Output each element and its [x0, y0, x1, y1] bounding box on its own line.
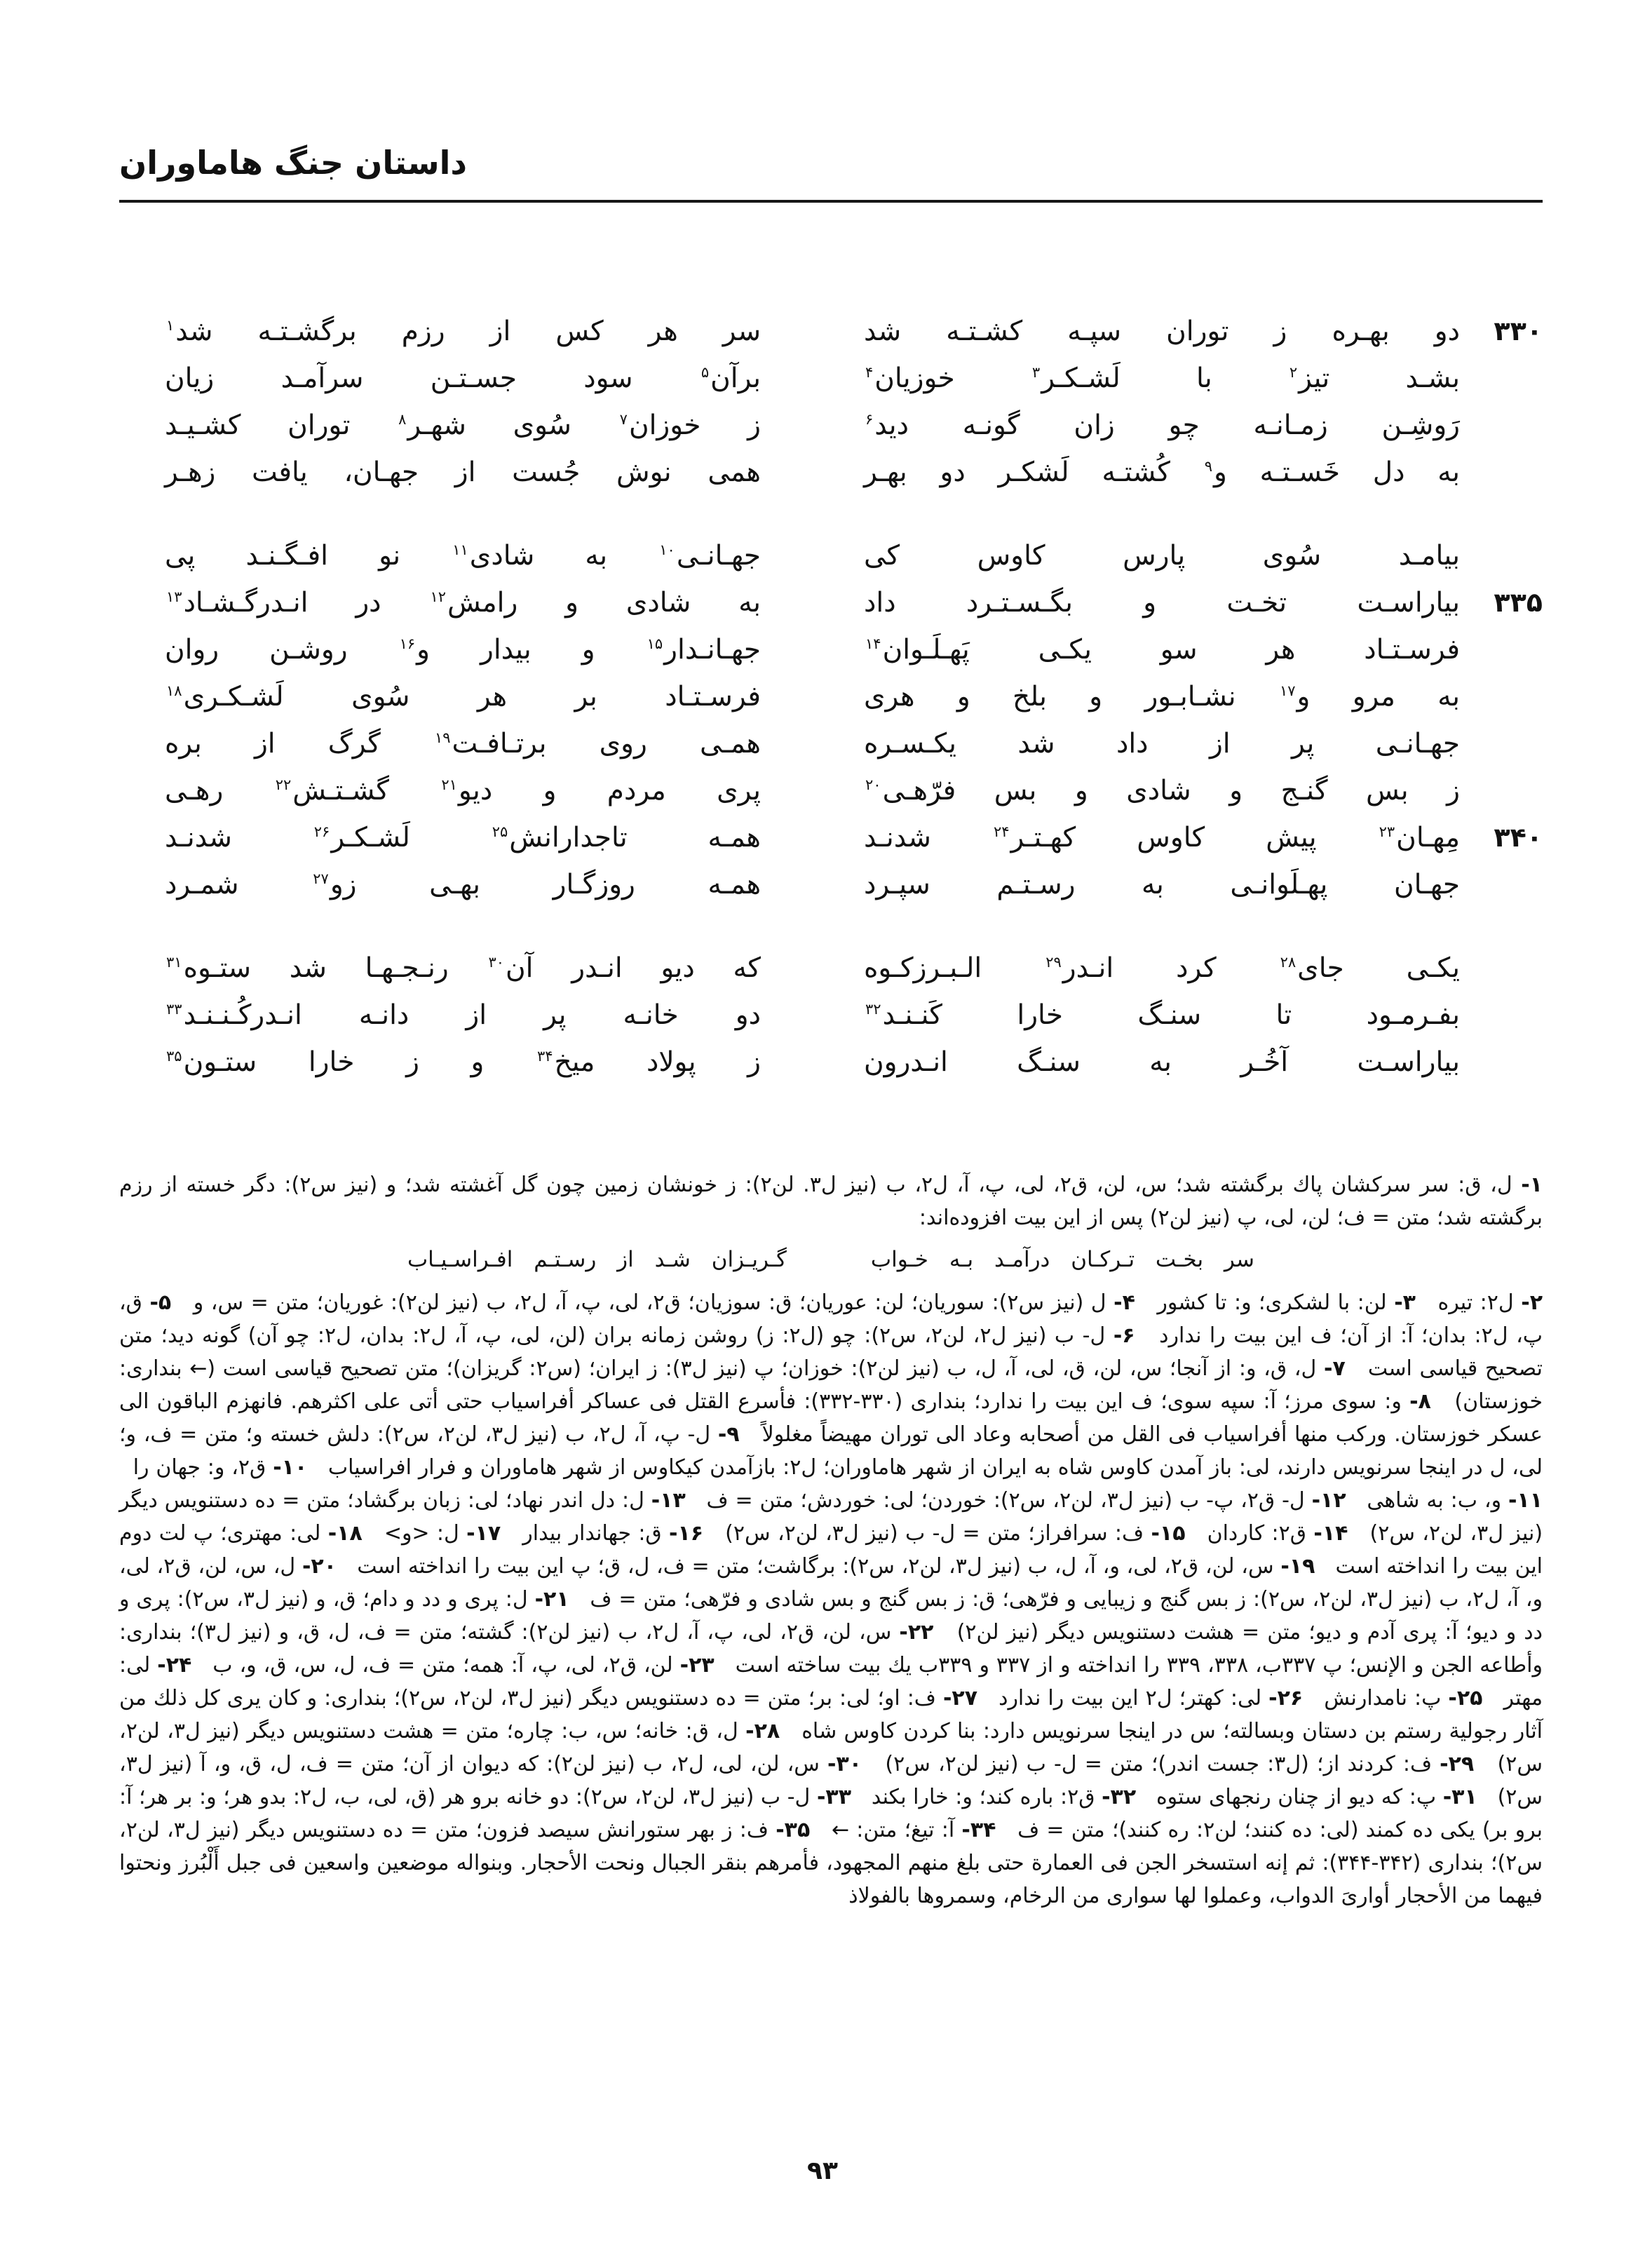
footnote: ۱۵- ف: سرافراز؛ متن = ل- ب (نیز ل۳، لن۲، س۲) — [725, 1521, 1186, 1546]
footnote-number: ۱۶- — [669, 1521, 704, 1546]
apparatus-note-1 — [119, 1168, 1543, 1234]
couplet — [119, 720, 1543, 767]
couplet — [119, 308, 1543, 355]
couplet — [119, 626, 1543, 673]
footnote: ۳- لن: با لشکری؛ و: تا کشور — [1157, 1290, 1416, 1315]
hemistich-right: بیاراسـت آخُـر به سنـگ انـدرون — [864, 1046, 1460, 1078]
footnote-ref: ۱۸ — [166, 682, 182, 699]
footnote-number: ۱- — [1521, 1173, 1543, 1197]
hemistich-left: همـی روی برتـافـت$^{۱۹}$ گرگ از بره — [165, 728, 761, 760]
hemistich-right: رَوشِـن زمـانـه چو زان گونـه دید$^۶$ — [865, 410, 1460, 441]
footnote-ref: ۲۶ — [313, 823, 330, 840]
footnote-ref: ۳۰ — [488, 954, 504, 971]
hemistich-left: همـه روزگـار بهـی زو$^{۲۷}$ شمـرد — [165, 869, 761, 900]
couplet — [119, 673, 1543, 720]
footnote: ۲۷- ف: او؛ لی: بر؛ متن = ده دستنویس دیگر (نیز ل۳، لن۲، س۲)؛ بنداری: و کان یری کل ذلك من آثار رجولیة رستم بن دستان وبسالته؛ س در اینجا سرنویس دارد: بنا کردن کاوس شاه — [119, 1686, 1543, 1743]
hemistich-right: به دل خَسـتـه و$^۹$ کُشتـه لَشکـر دو بهـر — [864, 457, 1461, 488]
footnote: ۲۴- لی: مهتر — [119, 1653, 1543, 1710]
footnote: ۲۳- لن، ق۲، لی، پ، آ: همه؛ متن = ف، ل، س، ق، و، ب — [212, 1653, 715, 1678]
hemistich-left: به شادی و رامش$^{۱۲}$ در انـدرگـشـاد$^{۱۳}$ — [166, 587, 761, 619]
footnote-ref: ۱۲ — [430, 588, 446, 605]
footnote: ۴- ل (نیز س۲): سوریان؛ لن: عوریان؛ ق: سوزیان؛ ق۲، لی، پ، آ، ل۲، ب (نیز لن۲): غوریان؛ متن = س، و — [193, 1290, 1135, 1315]
footnote-ref: ۲ — [1289, 364, 1298, 381]
verse-number: ۳۳۵ — [1494, 587, 1543, 618]
hemistich-left: که دیو انـدر آن$^{۳۰}$ رنـجـهـا شد ستـوه$^{۳۱}$ — [166, 952, 761, 984]
footnote-number: ۱۴- — [1313, 1521, 1348, 1546]
footnote-number: ۲۲- — [899, 1620, 934, 1645]
inserted-verse-right: سر بخـت تـرکـان درآمـد بـه خـواب — [870, 1247, 1255, 1272]
hemistich-left: برآن$^۵$ سود جسـتـن سرآمـد زیان — [165, 363, 761, 394]
footnote-ref: ۱۷ — [1279, 682, 1296, 699]
footnote-ref: ۲۵ — [492, 823, 508, 840]
footnote: ۲- ل۲: تیره — [1437, 1290, 1543, 1315]
footnote-ref: ۱۶ — [399, 635, 416, 652]
hemistich-right: بیاراسـت تخـت و بگـسـتـرد داد — [864, 587, 1460, 619]
footnote-number: ۱۹- — [1280, 1554, 1315, 1579]
footnote: ۲۰- ل، س، لن، ق۲، لی، و، آ، ل۲، ب (نیز ل۳، لن۲، س۲): ز بس گنج و زیبایی و فرّهی؛ ق: ز بس گنج و بس شادی و فرّهی؛ متن = ف — [119, 1554, 1543, 1612]
hemistich-left: ز خوزان$^۷$ سُوی شهـر$^۸$ توران کشـیـد — [165, 410, 761, 441]
footnote: ۱۸- لی: مهتری؛ پ لت دوم این بیت را انداخته است — [119, 1521, 1543, 1579]
footnote-ref: ۴ — [865, 364, 874, 381]
couplet — [119, 767, 1543, 814]
footnote-ref: ۳۴ — [536, 1048, 553, 1065]
hemistich-right: مِهـان$^{۲۳}$ پیش کاوس کهـتـر$^{۲۴}$ شدنـد — [864, 822, 1460, 853]
footnote-ref: ۱۴ — [865, 635, 881, 652]
footnote: ۳۴- آ: تیغ؛ متن: ← — [831, 1818, 996, 1842]
footnote: ۲۹- ف: کردند از؛ (ل۳: جست اندر)؛ متن = ل- ب (نیز لن۲، س۲) — [885, 1752, 1475, 1776]
apparatus — [119, 1168, 1543, 1912]
hemistich-left: همی نوش جُست از جهـان، یافت زهـر — [165, 457, 761, 488]
hemistich-left: جهـانـی$^{۱۰}$ به شادی$^{۱۱}$ نو افـگـنـد پی — [165, 540, 761, 572]
footnote-number: ۲۷- — [942, 1686, 978, 1710]
footnote: ۱۳- ل: دل اندر نهاد؛ لی: زبان برگشاد؛ متن = ده دستنویس دیگر (نیز ل۳، لن۲، س۲) — [119, 1488, 1543, 1546]
footnote-ref: ۲۳ — [1379, 823, 1395, 840]
footnote: ۹- ل- پ، آ، ل۲، ب (نیز ل۳، لن۲، س۲): دلش خسته و؛ متن = ف، و؛ لی، ل در اینجا سرنویس دارند، لی: باز آمدن کاوس شاه به ایران از شهر هاماوران؛ ل۲: بازآمدن کیکاوس از شهر هاماوران و فرار افراسیاب — [119, 1422, 1543, 1480]
hemistich-right: بفـرمـود تا سنـگ خارا کَنـنـد$^{۳۲}$ — [865, 999, 1460, 1031]
footnote-number: ۲- — [1521, 1290, 1543, 1315]
page-title: داستان جنگ هاماوران — [119, 144, 468, 182]
footnote-number: ۵- — [149, 1290, 172, 1315]
poem — [119, 308, 1543, 1086]
footnote-number: ۳- — [1394, 1290, 1416, 1315]
footnote-number: ۴- — [1113, 1290, 1135, 1315]
footnote-number: ۳۲- — [1102, 1785, 1137, 1809]
footnote-ref: ۳۳ — [166, 1001, 182, 1018]
footnote-number: ۲۱- — [534, 1587, 569, 1612]
footnote: ۳۰- س، لن، لی، ل۲، ب (نیز لن۲): که دیوان از آن؛ متن = ف، ل، ق، و، آ (نیز ل۳، س۲) — [119, 1752, 1543, 1809]
footnote-ref: ۲۹ — [1045, 954, 1062, 971]
footnote-ref: ۲۸ — [1280, 954, 1297, 971]
footnote-number: ۳۰- — [827, 1752, 862, 1776]
hemistich-left: دو خانـه پر از دانـه انـدرکُـنـنـد$^{۳۳}$ — [166, 999, 761, 1031]
footnote-text: ل، ق: سر سرکشان پاك برگشته شد؛ س، لن، ق۲، لی، پ، آ، ل۲، ب (نیز ل۳. لن۲): ز خونشان زمین چون گل آغشته شد؛ و (نیز س۲): دگر خسته از رزم برگشته شد؛ متن = ف؛ لن، لی، پ (نیز لن۲) پس از این بیت افزوده‌اند: — [119, 1173, 1543, 1230]
inserted-verse — [119, 1241, 1543, 1278]
footnote: ۱۲- ل- ق۲، پ- ب (نیز ل۳، لن۲، س۲): خوردن؛ لی: خوردش؛ متن = ف — [706, 1488, 1346, 1513]
footnote-ref: ۳۵ — [166, 1048, 182, 1065]
footnote-number: ۳۴- — [961, 1818, 996, 1842]
couplet — [119, 355, 1543, 402]
hemistich-right: بشـد تیز$^۲$ با لَشـکـر$^۳$ خوزیان$^۴$ — [865, 363, 1460, 394]
footnote-ref: ۲۰ — [865, 776, 881, 793]
footnote-number: ۱۵- — [1151, 1521, 1186, 1546]
footnote-ref: ۷ — [619, 411, 628, 428]
footnote: ۱۴- ق۲: کاردان — [1207, 1521, 1348, 1546]
footnote-number: ۱۸- — [327, 1521, 363, 1546]
footnote-ref: ۳۱ — [166, 954, 182, 971]
stanza-group — [119, 532, 1543, 908]
footnote-number: ۸- — [1409, 1389, 1431, 1414]
hemistich-right: دو بهـره ز توران سپـه کشـتـه شد — [864, 316, 1460, 347]
footnote: ۲۱- ل: پری و دد و دام؛ ق، و (نیز ل۳، س۲): پری و دد و دیو؛ آ: پری آدم و دیو؛ متن = هشت دستنویس دیگر (نیز لن۲) — [119, 1587, 1543, 1645]
couplet — [119, 1039, 1543, 1086]
footnote-number: ۲۴- — [157, 1653, 192, 1678]
footnote-number: ۲۰- — [302, 1554, 337, 1579]
footnote: ۱۹- س، لن، ق۲، لی، و، آ، ل، ب (نیز ل۳، لن۲، س۲): برگاشت؛ متن = ف، ل، ق؛ پ این بیت را انداخته است — [357, 1554, 1315, 1579]
footnote-ref: ۱ — [166, 317, 175, 334]
couplet — [119, 449, 1543, 496]
footnote-ref: ۱۹ — [434, 729, 451, 746]
footnote: ۶- ل- ب (نیز ل۲، لن۲، س۲): چو (ل۲: ز) روشن زمانه بران (لن، لی، پ، آ، ل۲: بدان، ل۲: چو آن) گونه دید؛ متن تصحیح قیاسی است — [119, 1323, 1543, 1381]
footnote-number: ۱۲- — [1311, 1488, 1346, 1513]
hemistich-right: یکـی جای$^{۲۸}$ کرد انـدر$^{۲۹}$ الـبـرزکـوه — [864, 952, 1460, 984]
hemistich-left: همـه تاجدارانش$^{۲۵}$ لَشـکـر$^{۲۶}$ شدنـد — [165, 822, 761, 853]
footnote: ۱۷- ل: <و> — [384, 1521, 501, 1546]
footnote-ref: ۳۲ — [865, 1001, 881, 1018]
footnote-ref: ۱۵ — [647, 635, 663, 652]
footnote-ref: ۵ — [700, 364, 710, 381]
hemistich-left: سر هر کس از رزم برگشـتـه شد$^۱$ — [166, 316, 761, 347]
footnote: ۳۵- ف: ز بهر ستورانش سیصد فزون؛ متن = ده دستنویس دیگر (نیز ل۳، لن۲، س۲)؛ بنداری (۳۴۲-۳۴۴): ثم إنه استسخر الجن فی العمارة حتی بلغ منهم المجهود، فأمرهم بنقر الجبال ونحت الأحجار. وبنواله موضعین واسعین فی جبل أَلْبُرز ونحتوا فیهما من الأحجار أواریَ الدواب، وعملوا لها سواری من الرخام، وسمروها بالفولاذ — [119, 1818, 1543, 1908]
footnote: ۲۲- س، لن، ق۲، لی، پ، آ، ل۲، ب (نیز لن۲): گشته؛ متن = ف، ل، ق، و (نیز ل۳)؛ بنداری: وأطاعه الجن و الإنس؛ پ ۳۳۷ب، ۳۳۸، ۳۳۹ را انداخته و از ۳۳۷ و ۳۳۹ب یك بیت ساخته است — [119, 1620, 1543, 1678]
verse-number: ۳۴۰ — [1494, 822, 1543, 853]
footnote-number: ۱۳- — [651, 1488, 686, 1513]
hemistich-right: بیامـد سُوی پارس کاوس کی — [864, 540, 1460, 572]
footnote-ref: ۲۲ — [275, 776, 292, 793]
page-number: ۹۳ — [807, 2156, 838, 2185]
footnote: ۳۱- پ: که دیو از چنان رنجهای ستوه — [1156, 1785, 1477, 1809]
couplet — [119, 861, 1543, 908]
footnote-number: ۲۵- — [1448, 1686, 1483, 1710]
stanza-group — [119, 308, 1543, 496]
hemistich-right: ز بس گنـج و شادی و بس فرّهـی$^{۲۰}$ — [865, 775, 1460, 806]
footnote-ref: ۶ — [865, 411, 874, 428]
footnote-number: ۳۱- — [1442, 1785, 1477, 1809]
hemistich-left: ز پولاد میخ$^{۳۴}$ و ز خارا ستـون$^{۳۵}$ — [166, 1046, 761, 1078]
footnote-ref: ۱۱ — [452, 541, 468, 558]
couplet — [119, 945, 1543, 992]
stanza-group — [119, 945, 1543, 1086]
footnote-number: ۱۷- — [466, 1521, 501, 1546]
footnote-number: ۲۹- — [1440, 1752, 1475, 1776]
verse-number: ۳۳۰ — [1494, 316, 1543, 346]
footnote-ref: ۸ — [398, 411, 407, 428]
page-header — [119, 144, 1543, 203]
footnote-number: ۱۰- — [273, 1455, 308, 1480]
couplet — [119, 814, 1543, 861]
hemistich-right: جهـان پهـلَوانـی به رسـتـم سپـرد — [864, 869, 1460, 900]
footnote: ۱۶- ق: جهاندار بیدار — [522, 1521, 704, 1546]
hemistich-right: به مرو و$^{۱۷}$ نشـابـور و بلخ و هری — [864, 681, 1461, 713]
footnote: ۸- و: سوی مرز؛ آ: سپه سوی؛ ف این بیت را ندارد؛ بنداری (۳۳۰-۳۳۲): فأسرع القتل فی عساکر أفراسیاب حتی أتی علی اکثرهم. فانهزم الباقون الی عسکر خوزستان. ورکب منها أفراسیاب فی القل من أصحابه وعاد الی توران مهیضاً مغلولاً — [119, 1389, 1543, 1447]
footnote-ref: ۲۴ — [993, 823, 1010, 840]
footnote: ۲۸- ل، ق: خانه؛ س، ب: چاره؛ متن = هشت دستنویس دیگر (نیز ل۳، لن۲، س۲) — [119, 1719, 1543, 1776]
footnote: ۵- ق، پ، ل۲: بدان؛ آ: از آن؛ ف این بیت را ندارد — [119, 1290, 1543, 1348]
footnote: ۱۱- و، ب: به شاهی — [1367, 1488, 1543, 1513]
hemistich-right: فرسـتـاد هر سو یکـی پَهـلَـوان$^{۱۴}$ — [865, 634, 1460, 666]
footnote-number: ۷- — [1323, 1356, 1346, 1381]
footnote-ref: ۱۰ — [659, 541, 675, 558]
footnote-ref: ۲۷ — [313, 870, 329, 887]
footnote-ref: ۹ — [1204, 458, 1212, 475]
footnote-number: ۲۶- — [1268, 1686, 1304, 1710]
footnote: ۲۶- لی: کهتر؛ ل۲ این بیت را ندارد — [998, 1686, 1304, 1710]
couplet — [119, 579, 1543, 626]
footnote: ۷- ل، ق، و: از آنجا؛ س، لن، ق، لی، آ، ل، ب (نیز لن۲): خوزان؛ پ (نیز ل۳): ز ایران؛ (س۲: گریزان)؛ متن تصحیح قیاسی است (← بنداری: خوزستان) — [119, 1356, 1543, 1414]
footnote: ۳۳- ل- ب (نیز ل۳، لن۲، س۲): دو خانه برو هر (ق، لی، ب، ل۲: بدو هر؛ و: بر هر؛ آ: برو بر) یکی ده کمند (لی: ده کنند؛ لن۲: ره کنند)؛ متن = ف — [119, 1785, 1543, 1842]
footnote-number: ۹- — [717, 1422, 740, 1447]
footnote: ۳۲- ق۲: باره کند؛ و: خارا بکند — [871, 1785, 1137, 1809]
footnote-number: ۱۱- — [1508, 1488, 1543, 1513]
footnote-number: ۲۸- — [745, 1719, 780, 1743]
couplet — [119, 402, 1543, 449]
hemistich-left: پری مردم و دیو$^{۲۱}$ گشـتـش$^{۲۲}$ رهـی — [165, 775, 761, 806]
footnote-number: ۳۵- — [776, 1818, 811, 1842]
footnote-number: ۳۳- — [816, 1785, 852, 1809]
footnote-number: ۲۳- — [679, 1653, 715, 1678]
couplet — [119, 532, 1543, 579]
footnote-number: ۶- — [1113, 1323, 1135, 1348]
apparatus-notes — [119, 1286, 1543, 1912]
hemistich-right: جهـانـی پر از داد شد یکـسـره — [864, 728, 1460, 760]
couplet — [119, 992, 1543, 1039]
footnote-ref: ۲۱ — [441, 776, 457, 793]
hemistich-left: جهـانـدار$^{۱۵}$ و بیدار و$^{۱۶}$ روشـن روان — [165, 634, 761, 666]
footnote-ref: ۳ — [1031, 364, 1041, 381]
inserted-verse-left: گـریـزان شـد از رسـتـم افـراسـیـاب — [407, 1247, 787, 1272]
footnote: ۲۵- پ: نامدارنش — [1324, 1686, 1483, 1710]
hemistich-left: فرسـتـاد بر هر سُوی لَشـکـری$^{۱۸}$ — [166, 681, 761, 713]
footnote-ref: ۱۳ — [166, 588, 182, 605]
footnote: ۱۰- ق۲، و: جهان را — [133, 1455, 308, 1480]
